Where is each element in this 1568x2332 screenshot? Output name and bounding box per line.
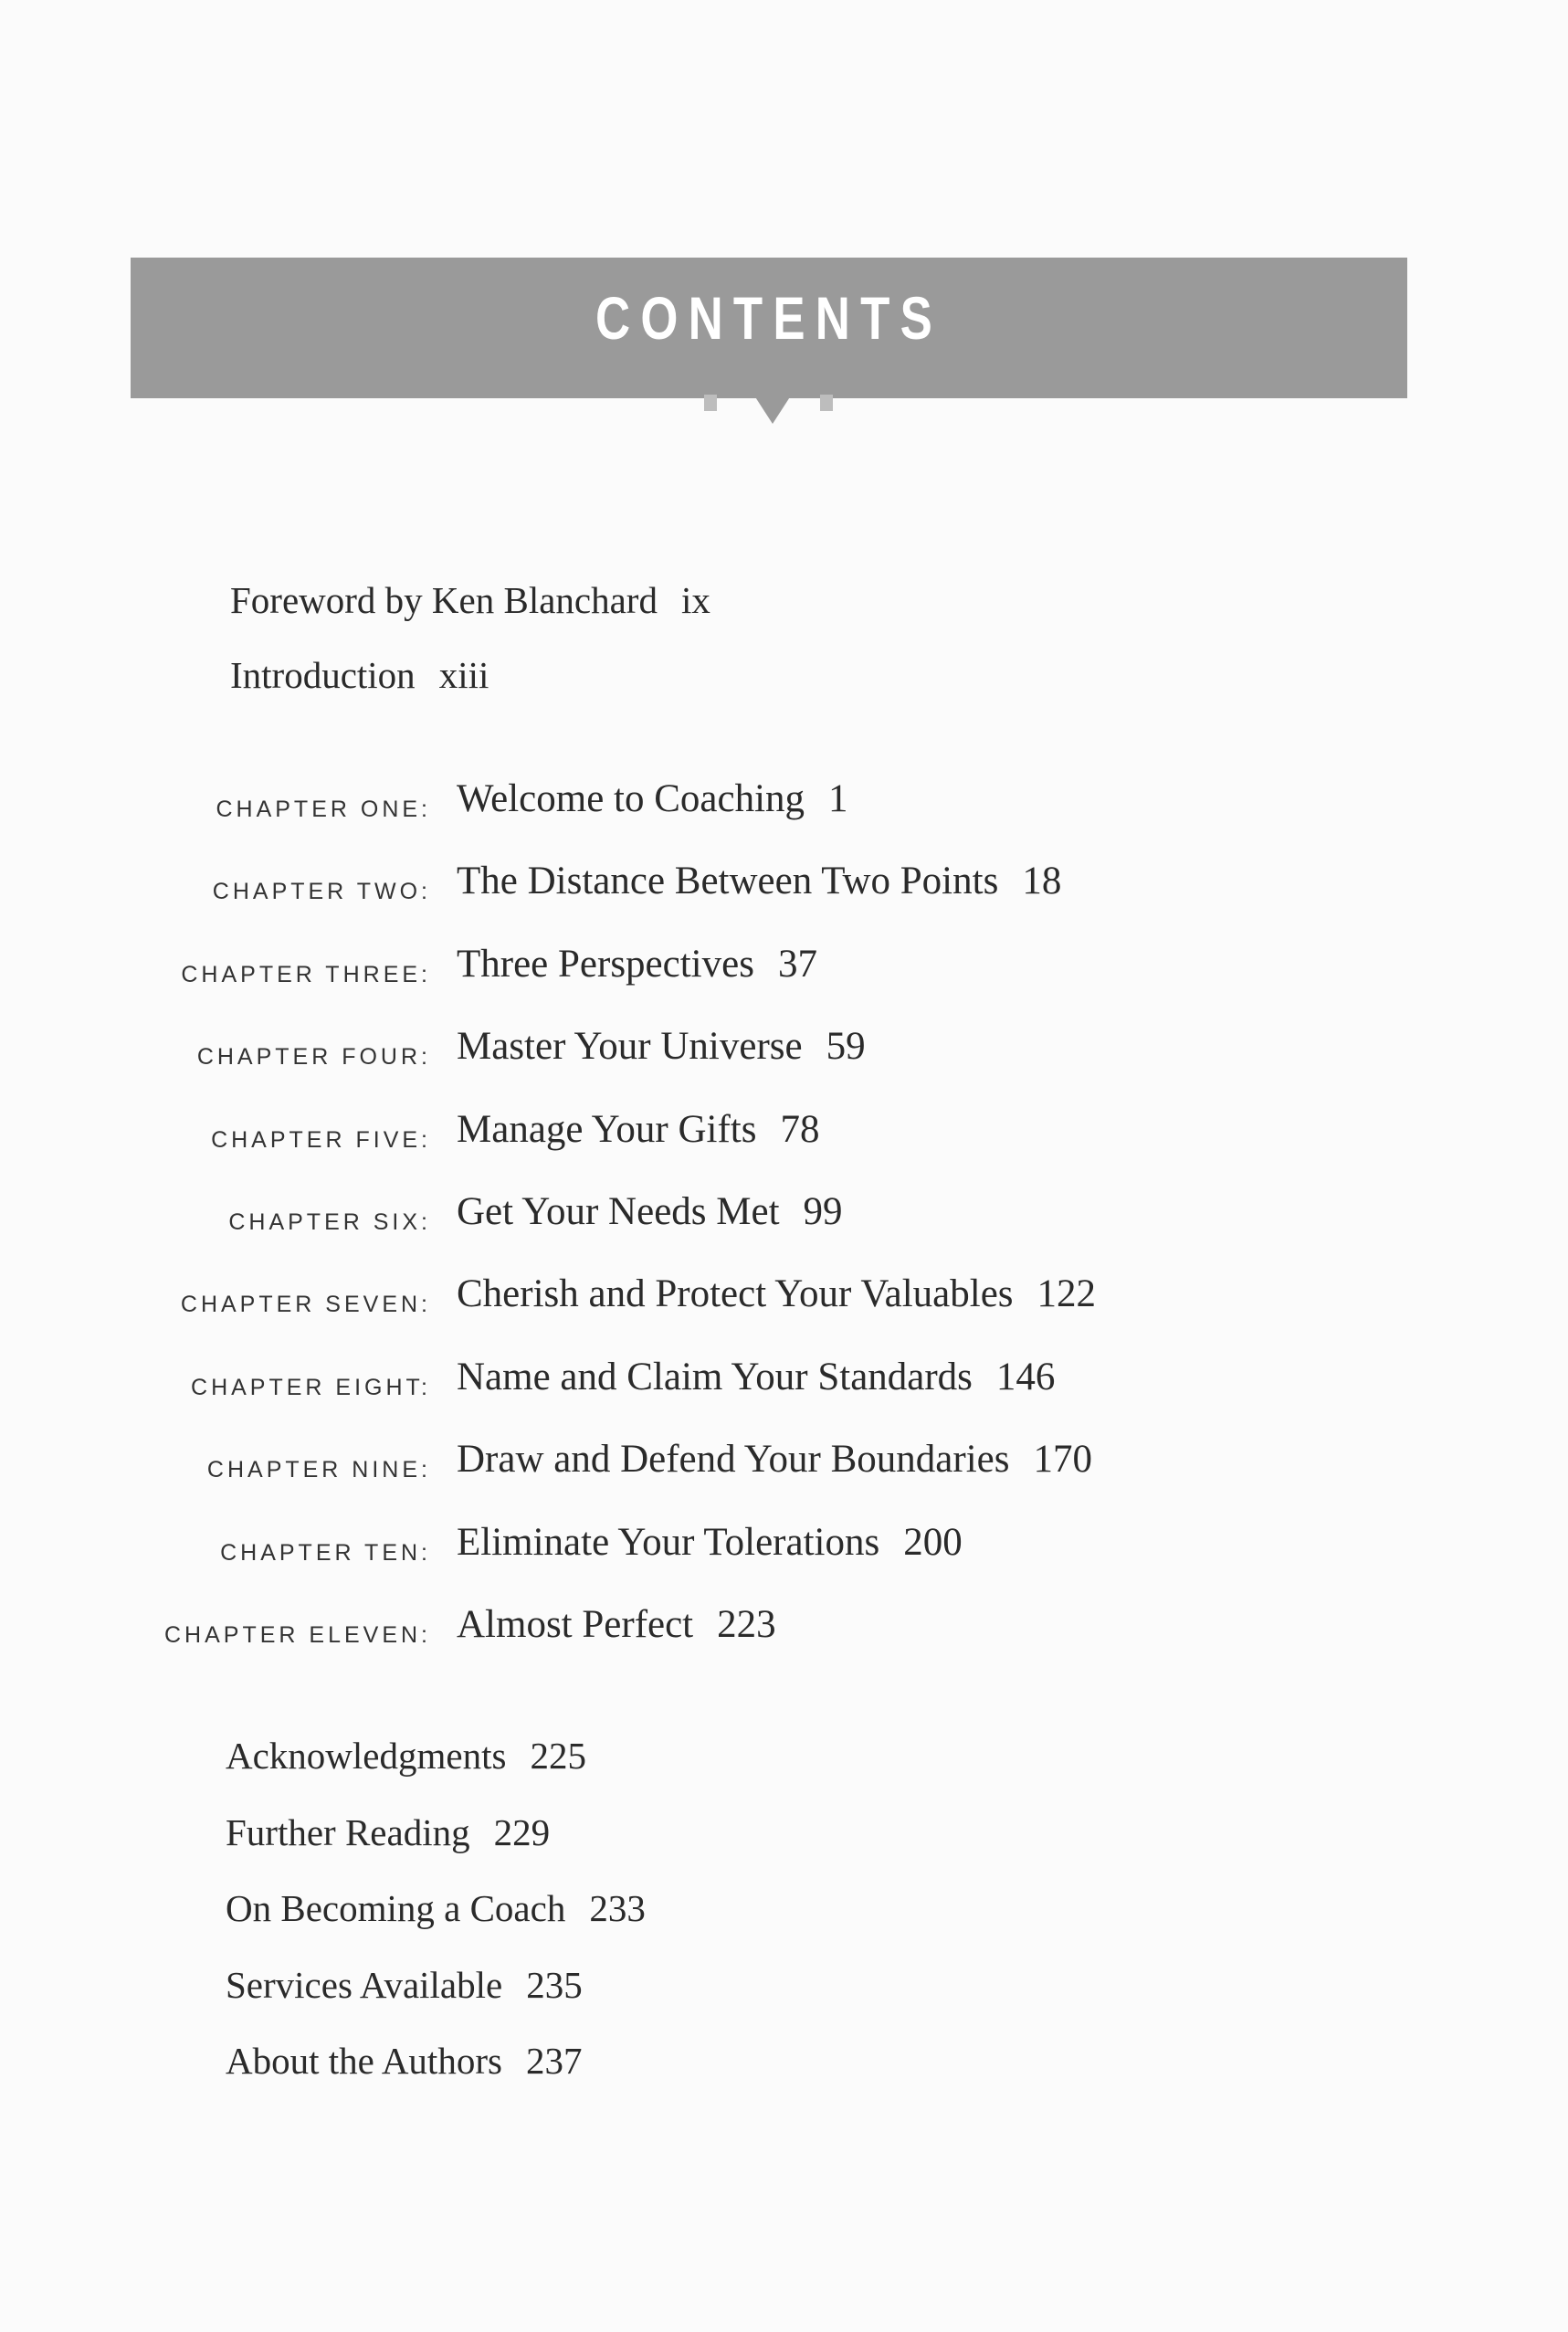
chapter-title-wrap xyxy=(457,1272,1096,1316)
chapter-title: Cherish and Protect Your Valuables xyxy=(457,1272,1014,1316)
page-number: 229 xyxy=(493,1810,551,1853)
page-number: 37 xyxy=(777,942,817,986)
entry-title: Acknowledgments xyxy=(226,1735,507,1777)
chapter-label: CHAPTER SIX: xyxy=(228,1209,431,1235)
chapter-title: Three Perspectives xyxy=(457,942,754,986)
ornament-triangle xyxy=(752,393,793,424)
chapter-label: CHAPTER ONE: xyxy=(216,797,431,822)
entry-title: Further Reading xyxy=(226,1810,470,1853)
chapter-label: CHAPTER ELEVEN: xyxy=(163,1622,431,1648)
chapter-title-wrap xyxy=(457,1107,819,1152)
page-number: 170 xyxy=(1033,1438,1092,1482)
chapter-entry xyxy=(0,1024,1568,1088)
chapter-label: CHAPTER FIVE: xyxy=(211,1126,431,1153)
chapter-entry xyxy=(0,1355,1568,1419)
page-number: 235 xyxy=(526,1963,583,2006)
chapter-title-wrap xyxy=(457,859,1061,903)
entry-title: Introduction xyxy=(230,654,416,696)
chapter-title-wrap xyxy=(457,1189,843,1234)
page-number: 18 xyxy=(1022,860,1062,903)
page-number: 1 xyxy=(828,777,848,820)
toc-entry xyxy=(226,2039,582,2083)
chapter-entry xyxy=(0,859,1568,923)
chapter-entry xyxy=(0,1272,1568,1335)
chapter-entry xyxy=(0,1107,1568,1171)
page-number: ix xyxy=(680,579,710,621)
chapter-title: Draw and Defend Your Boundaries xyxy=(457,1438,1010,1482)
entry-title: Foreword by Ken Blanchard xyxy=(230,579,658,621)
page-title: CONTENTS xyxy=(595,284,942,352)
chapter-title-wrap xyxy=(457,942,817,987)
chapter-title-wrap xyxy=(457,776,848,821)
chapter-title: The Distance Between Two Points xyxy=(457,860,999,903)
chapter-title-wrap xyxy=(457,1520,963,1565)
entry-title: Services Available xyxy=(226,1963,503,2006)
chapter-entry xyxy=(0,1189,1568,1253)
page-number: 225 xyxy=(530,1735,586,1777)
page-number: 78 xyxy=(780,1107,820,1151)
chapter-title-wrap xyxy=(457,1024,866,1069)
chapter-title: Welcome to Coaching xyxy=(457,777,805,820)
ornament-square-right xyxy=(820,395,833,411)
chapter-label: CHAPTER TEN: xyxy=(220,1539,431,1566)
page-number: 146 xyxy=(995,1355,1056,1398)
chapter-entry xyxy=(0,1520,1568,1584)
page-number: 59 xyxy=(826,1025,866,1069)
chapter-entry xyxy=(0,1437,1568,1501)
page-number: 122 xyxy=(1037,1272,1097,1316)
page-number: 237 xyxy=(525,2040,583,2082)
chapter-entry xyxy=(0,1602,1568,1666)
contents-header-band xyxy=(131,258,1407,398)
page-number: 99 xyxy=(803,1190,843,1233)
chapter-label: CHAPTER NINE: xyxy=(206,1457,431,1483)
chapter-title-wrap xyxy=(457,1437,1092,1482)
page-number: xiii xyxy=(438,654,489,696)
chapter-label: CHAPTER FOUR: xyxy=(196,1044,431,1071)
chapter-label: CHAPTER EIGHT: xyxy=(191,1374,431,1400)
page-number: 223 xyxy=(717,1603,776,1646)
toc-entry xyxy=(226,1886,646,1930)
page-number: 233 xyxy=(589,1887,646,1929)
chapter-title-wrap xyxy=(457,1602,776,1647)
toc-entry xyxy=(226,1963,583,2007)
chapter-entry xyxy=(0,942,1568,1006)
chapter-label: CHAPTER THREE: xyxy=(181,961,431,987)
toc-entry xyxy=(230,653,489,697)
entry-title: About the Authors xyxy=(226,2040,502,2082)
entry-title: On Becoming a Coach xyxy=(226,1887,566,1929)
toc-entry xyxy=(226,1734,586,1778)
page-number: 200 xyxy=(903,1520,963,1564)
chapter-title: Eliminate Your Tolerations xyxy=(457,1520,880,1564)
toc-entry xyxy=(226,1810,550,1854)
chapter-title: Manage Your Gifts xyxy=(457,1107,757,1151)
ornament-square-left xyxy=(704,395,717,411)
chapter-label: CHAPTER SEVEN: xyxy=(180,1292,431,1318)
chapter-title: Get Your Needs Met xyxy=(457,1190,780,1233)
toc-entry xyxy=(230,578,710,622)
chapter-title: Almost Perfect xyxy=(457,1603,694,1646)
chapter-label: CHAPTER TWO: xyxy=(212,879,431,905)
chapter-title-wrap xyxy=(457,1355,1055,1399)
chapter-entry xyxy=(0,776,1568,840)
chapter-title: Name and Claim Your Standards xyxy=(457,1355,973,1398)
chapter-title: Master Your Universe xyxy=(457,1025,803,1069)
